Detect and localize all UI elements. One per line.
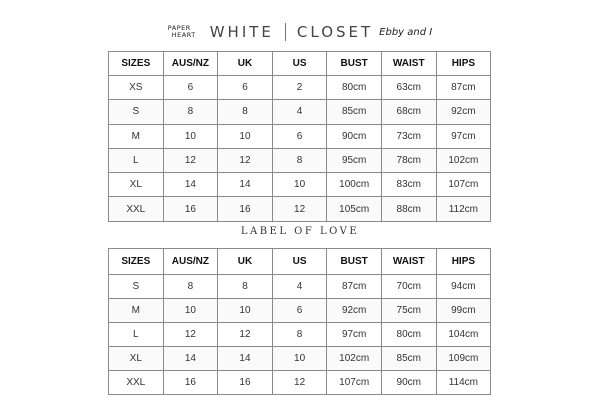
closet-logo: CLOSET	[296, 23, 374, 41]
table-cell: M	[109, 299, 164, 323]
column-header: WAIST	[381, 52, 436, 76]
column-header: HIPS	[436, 249, 491, 275]
table-cell: 10	[272, 173, 327, 197]
table-cell: 10	[163, 299, 218, 323]
table-header-row	[109, 249, 491, 275]
table-cell: 87cm	[327, 275, 382, 299]
table-cell: 90cm	[381, 371, 436, 395]
table-cell: 14	[163, 173, 218, 197]
table-cell: 14	[163, 347, 218, 371]
column-header: AUS/NZ	[163, 52, 218, 76]
brand-logos	[0, 18, 600, 46]
table-cell: 107cm	[327, 371, 382, 395]
table-cell: 99cm	[436, 299, 491, 323]
table-row	[109, 347, 491, 371]
table-cell: L	[109, 148, 164, 172]
paper-heart-logo-line2: HEART	[171, 31, 196, 39]
table-cell: 8	[272, 323, 327, 347]
table-cell: 6	[163, 76, 218, 100]
column-header: UK	[218, 52, 273, 76]
column-header: BUST	[327, 52, 382, 76]
table-cell: 8	[272, 148, 327, 172]
table-cell: 12	[163, 148, 218, 172]
table-cell: S	[109, 100, 164, 124]
table-cell: 90cm	[327, 124, 382, 148]
ebby-and-i-logo: Ebby and I	[379, 26, 433, 38]
table-cell: 4	[272, 100, 327, 124]
table-cell: 8	[218, 100, 273, 124]
table-row	[109, 100, 491, 124]
table-cell: 2	[272, 76, 327, 100]
table-row	[109, 371, 491, 395]
table-cell: 114cm	[436, 371, 491, 395]
table-cell: 16	[218, 371, 273, 395]
column-header: WAIST	[381, 249, 436, 275]
table-cell: 12	[272, 197, 327, 221]
table-cell: 97cm	[436, 124, 491, 148]
table-cell: 85cm	[327, 100, 382, 124]
table-cell: 8	[163, 100, 218, 124]
table-cell: 83cm	[381, 173, 436, 197]
table-cell: 102cm	[436, 148, 491, 172]
table-row	[109, 148, 491, 172]
column-header: SIZES	[109, 249, 164, 275]
table-cell: 92cm	[327, 299, 382, 323]
table-cell: 97cm	[327, 323, 382, 347]
column-header: BUST	[327, 249, 382, 275]
table-cell: 109cm	[436, 347, 491, 371]
table-cell: 10	[218, 124, 273, 148]
table-cell: 10	[272, 347, 327, 371]
table-cell: 4	[272, 275, 327, 299]
table-cell: 85cm	[381, 347, 436, 371]
table-cell: XXL	[109, 371, 164, 395]
table-cell: 95cm	[327, 148, 382, 172]
table-cell: 14	[218, 347, 273, 371]
table-cell: 112cm	[436, 197, 491, 221]
table-cell: 6	[272, 124, 327, 148]
table-cell: 10	[218, 299, 273, 323]
table-cell: XXL	[109, 197, 164, 221]
table-cell: L	[109, 323, 164, 347]
table-cell: 16	[163, 197, 218, 221]
table-cell: 107cm	[436, 173, 491, 197]
table-cell: 102cm	[327, 347, 382, 371]
column-header: HIPS	[436, 52, 491, 76]
table-cell: 70cm	[381, 275, 436, 299]
table-cell: 94cm	[436, 275, 491, 299]
table-cell: 6	[272, 299, 327, 323]
size-chart-table-1	[108, 51, 491, 222]
table-cell: M	[109, 124, 164, 148]
table-cell: 12	[272, 371, 327, 395]
table-cell: 80cm	[327, 76, 382, 100]
table-row	[109, 124, 491, 148]
table-header-row	[109, 52, 491, 76]
table-row	[109, 76, 491, 100]
table-row	[109, 299, 491, 323]
table-row	[109, 197, 491, 221]
table-cell: 92cm	[436, 100, 491, 124]
table-cell: 105cm	[327, 197, 382, 221]
table-cell: 8	[163, 275, 218, 299]
table-cell: XL	[109, 173, 164, 197]
table-row	[109, 173, 491, 197]
table-cell: 100cm	[327, 173, 382, 197]
table-cell: S	[109, 275, 164, 299]
table-cell: 12	[218, 323, 273, 347]
table-cell: 80cm	[381, 323, 436, 347]
column-header: AUS/NZ	[163, 249, 218, 275]
label-of-love-heading: LABEL OF LOVE	[240, 226, 360, 237]
column-header: US	[272, 52, 327, 76]
table-cell: 12	[218, 148, 273, 172]
table-cell: 16	[163, 371, 218, 395]
table-row	[109, 275, 491, 299]
table-row	[109, 323, 491, 347]
table-cell: 10	[163, 124, 218, 148]
table-cell: 87cm	[436, 76, 491, 100]
logo-divider	[285, 23, 286, 41]
size-chart-table-2	[108, 248, 491, 395]
table-cell: 68cm	[381, 100, 436, 124]
table-cell: 75cm	[381, 299, 436, 323]
column-header: US	[272, 249, 327, 275]
paper-heart-logo-line1: PAPER	[167, 24, 191, 32]
table-cell: 12	[163, 323, 218, 347]
table-cell: 16	[218, 197, 273, 221]
table-cell: 88cm	[381, 197, 436, 221]
column-header: SIZES	[109, 52, 164, 76]
table-cell: XL	[109, 347, 164, 371]
table-cell: 73cm	[381, 124, 436, 148]
table-cell: 14	[218, 173, 273, 197]
paper-heart-logo	[168, 25, 196, 39]
column-header: UK	[218, 249, 273, 275]
table-cell: 6	[218, 76, 273, 100]
table-cell: 8	[218, 275, 273, 299]
table-cell: XS	[109, 76, 164, 100]
white-logo: WHITE	[209, 23, 274, 41]
table-cell: 78cm	[381, 148, 436, 172]
table-cell: 63cm	[381, 76, 436, 100]
table-cell: 104cm	[436, 323, 491, 347]
